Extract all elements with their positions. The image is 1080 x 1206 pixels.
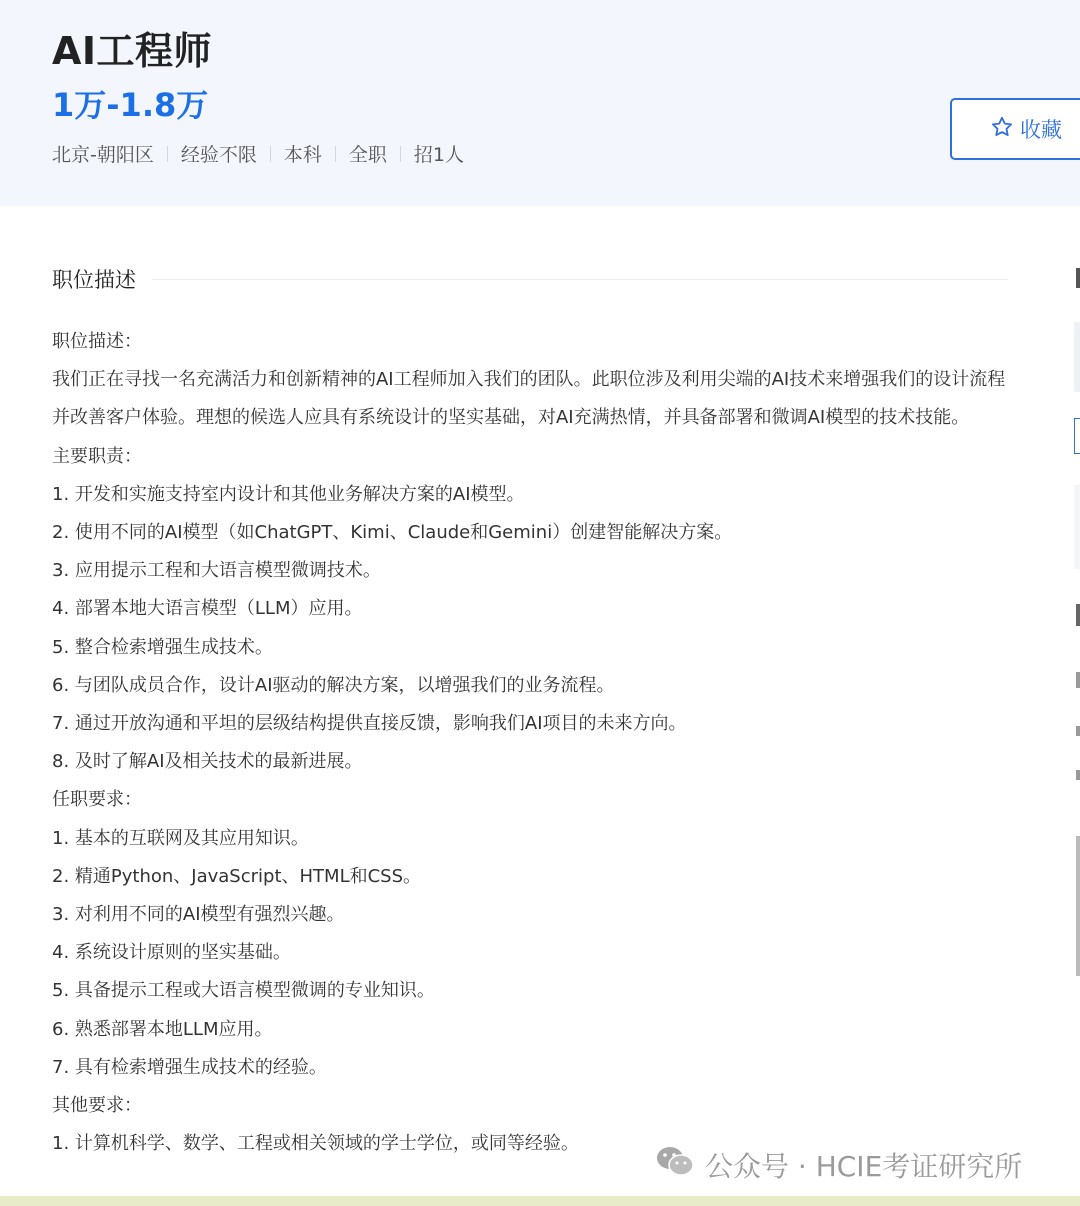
sidebar-fragment <box>1074 322 1080 392</box>
meta-divider <box>270 146 271 162</box>
desc-line: 5. 整合检索增强生成技术。 <box>52 636 273 658</box>
desc-line: 5. 具备提示工程或大语言模型微调的专业知识。 <box>52 980 435 1002</box>
meta-job-type: 全职 <box>348 144 387 166</box>
desc-line: 1. 基本的互联网及其应用知识。 <box>52 827 309 849</box>
desc-line: 我们正在寻找一名充满活力和创新精神的AI工程师加入我们的团队。此职位涉及利用尖端的AI技术来增强我们的设计流程并改善客户体验。理想的候选人应具有系统设计的坚实基础，对AI充满热情，并具备部署和微调AI模型的技术技能。 <box>52 369 1006 429</box>
job-title: AI工程师 <box>52 29 213 73</box>
star-outline-icon <box>990 115 1014 144</box>
watermark-text: 公众号 · HCIE考证研究所 <box>705 1149 1023 1183</box>
job-meta <box>52 140 464 167</box>
section-header <box>52 264 1008 294</box>
meta-experience: 经验不限 <box>180 144 257 166</box>
desc-line: 4. 部署本地大语言模型（LLM）应用。 <box>52 598 363 620</box>
watermark <box>655 1144 1022 1185</box>
sidebar-fragment <box>1076 268 1080 288</box>
section-title: 职位描述 <box>52 268 136 292</box>
sidebar-fragment <box>1074 418 1080 454</box>
meta-divider <box>167 146 168 162</box>
meta-location: 北京-朝阳区 <box>52 144 154 166</box>
desc-line: 任职要求： <box>52 789 142 811</box>
section-divider <box>152 279 1008 280</box>
desc-line: 主要职责： <box>52 445 142 467</box>
meta-education: 本科 <box>283 144 322 166</box>
desc-line: 6. 与团队成员合作，设计AI驱动的解决方案，以增强我们的业务流程。 <box>52 674 615 696</box>
meta-headcount: 招1人 <box>413 144 464 166</box>
job-description <box>52 323 1012 1163</box>
desc-line: 7. 通过开放沟通和平坦的层级结构提供直接反馈，影响我们AI项目的未来方向。 <box>52 713 687 735</box>
job-header <box>0 0 1080 206</box>
desc-line: 1. 开发和实施支持室内设计和其他业务解决方案的AI模型。 <box>52 483 525 505</box>
sidebar-fragment <box>1076 770 1080 780</box>
desc-line: 7. 具有检索增强生成技术的经验。 <box>52 1056 327 1078</box>
sidebar-fragment <box>1076 672 1080 688</box>
desc-line: 2. 精通Python、JavaScript、HTML和CSS。 <box>52 865 422 887</box>
bottom-band <box>0 1196 1080 1206</box>
wechat-icon <box>655 1144 695 1185</box>
desc-line: 2. 使用不同的AI模型（如ChatGPT、Kimi、Claude和Gemini）创建智能解决方案。 <box>52 522 733 544</box>
sidebar-fragment <box>1076 726 1080 736</box>
desc-line: 6. 熟悉部署本地LLM应用。 <box>52 1018 273 1040</box>
meta-divider <box>400 146 401 162</box>
sidebar-fragment <box>1074 485 1080 569</box>
meta-divider <box>335 146 336 162</box>
sidebar-fragment <box>1076 604 1080 626</box>
desc-line: 3. 应用提示工程和大语言模型微调技术。 <box>52 560 381 582</box>
desc-line: 3. 对利用不同的AI模型有强烈兴趣。 <box>52 904 345 926</box>
desc-line: 8. 及时了解AI及相关技术的最新进展。 <box>52 751 363 773</box>
desc-line: 4. 系统设计原则的坚实基础。 <box>52 942 291 964</box>
sidebar-fragment <box>1076 836 1080 976</box>
desc-line: 1. 计算机科学、数学、工程或相关领域的学士学位，或同等经验。 <box>52 1133 579 1155</box>
desc-line: 其他要求： <box>52 1095 142 1117</box>
favorite-button[interactable] <box>950 98 1080 160</box>
salary-range: 1万-1.8万 <box>52 86 209 124</box>
desc-line: 职位描述： <box>52 331 142 352</box>
favorite-label: 收藏 <box>1020 118 1062 142</box>
